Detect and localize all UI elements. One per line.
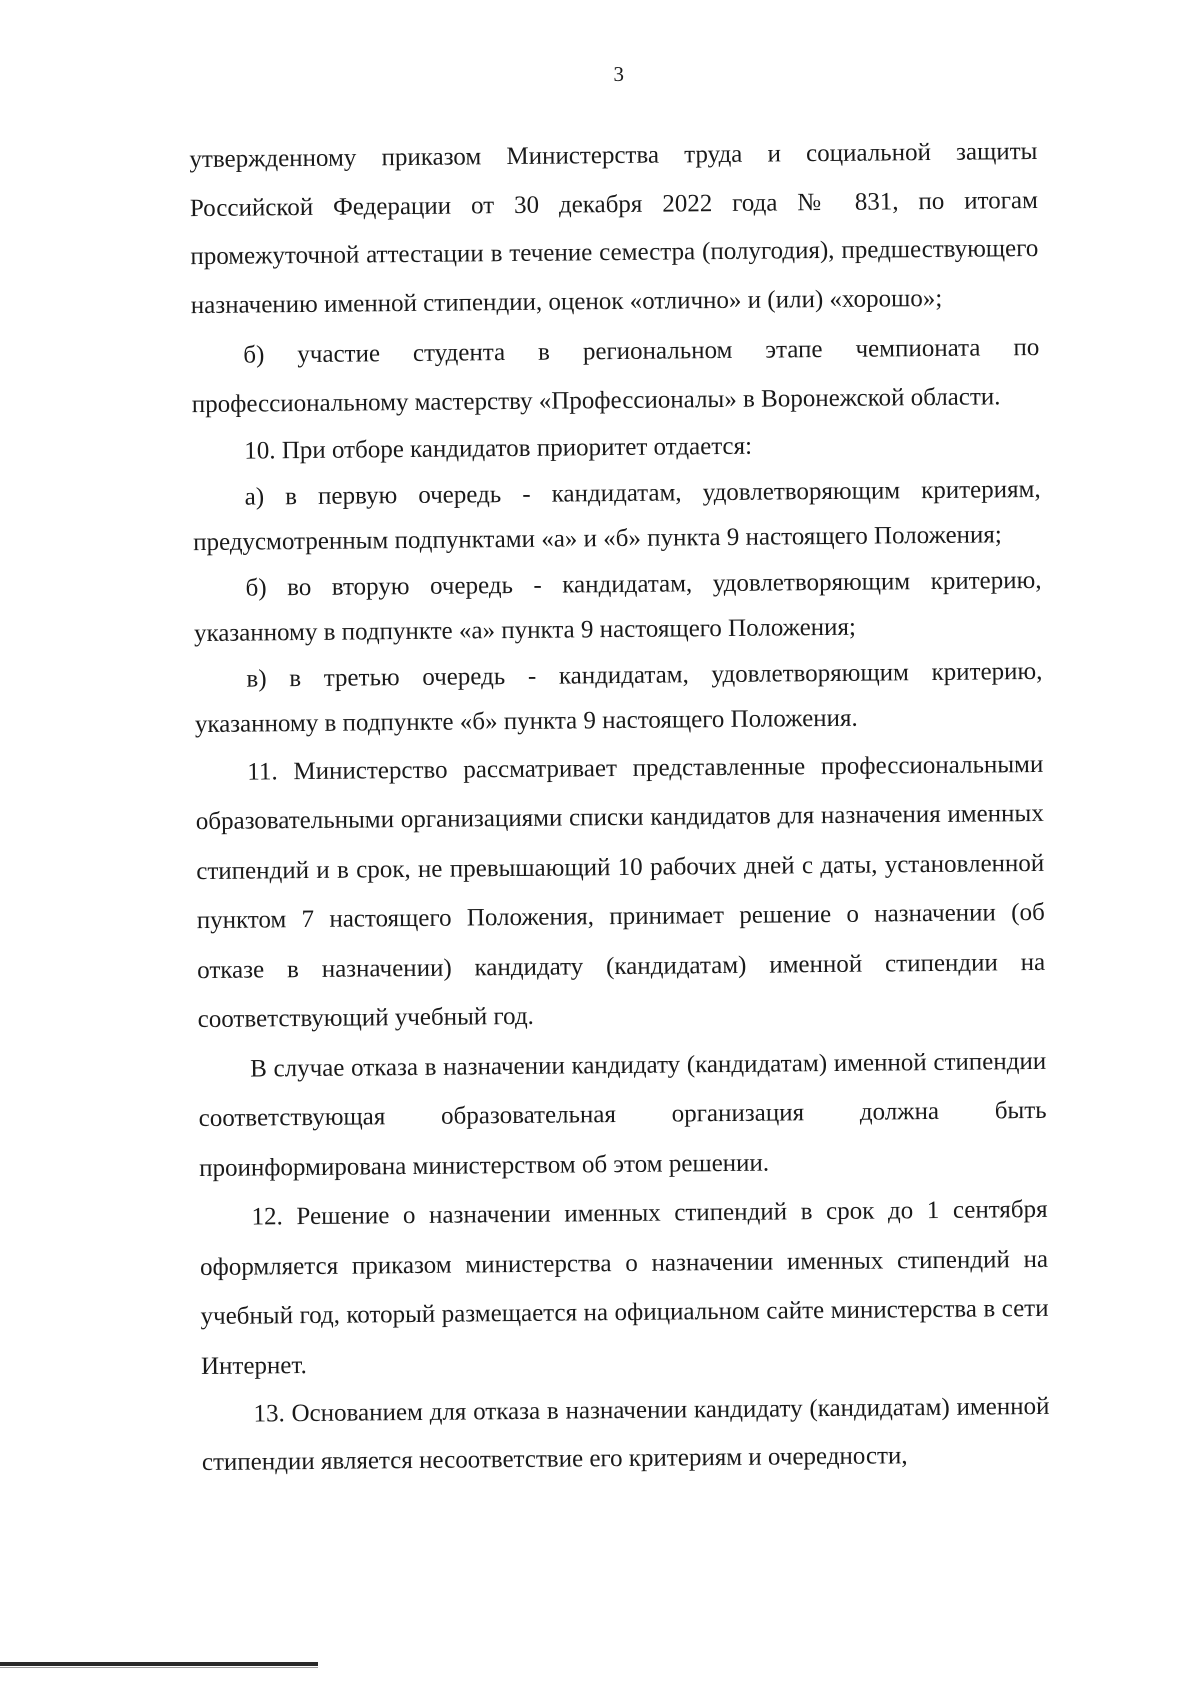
paragraph-10-c: в) в третью очередь - кандидатам, удовлетворяющим критерию, указанному в подпункте «б» пункта 9 настоящего Положения. xyxy=(194,657,1043,739)
paragraph-11-refusal: В случае отказа в назначении кандидату (кандидатам) именной стипендии соответствующая образовательная организация должна быть проинформирована министерством об этом решении. xyxy=(198,1047,1047,1182)
paragraph-10-b: б) во вторую очередь - кандидатам, удовлетворяющим критерию, указанному в подпункте «а» пункта 9 настоящего Положения; xyxy=(193,566,1042,648)
paragraph-10-heading: 10. При отборе кандидатов приоритет отдается: xyxy=(244,432,753,465)
paragraph-11: 11. Министерство рассматривает представленные профессиональными образовательными организациями списки кандидатов для назначения именных стипендий и в срок, не превышающий 10 рабочих дней с даты, установленной пунктом 7 настоящего Положения, принимает решение о назначении (об отказе в назначении) кандидату (кандидатам) именной стипендии на соответствующий учебный год. xyxy=(195,750,1046,1034)
page-number: 3 xyxy=(613,61,625,87)
paragraph-13: 13. Основанием для отказа в назначении кандидату (кандидатам) именной стипендии является несоответствие его критериям и очередности, xyxy=(201,1392,1050,1477)
scan-edge-line-shadow xyxy=(0,1667,318,1668)
paragraph-12: 12. Решение о назначении именных стипендий в срок до 1 сентября оформляется приказом министерства о назначении именных стипендий на учебный год, который размещается на официальном сайте министерства в сети Интернет. xyxy=(199,1195,1049,1380)
paragraph-criteria-continuation: утвержденному приказом Министерства труда и социальной защиты Российской Федерации от 30 декабря 2022 года № 831, по итогам промежуточной аттестации в течение семестра (полугодия), предшествующего назначению именной стипендии, оценок «отлично» и (или) «хорошо»; xyxy=(189,137,1039,319)
document-body xyxy=(189,128,1050,1487)
paragraph-10-a: а) в первую очередь - кандидатам, удовлетворяющим критериям, предусмотренным подпунктами «а» и «б» пункта 9 настоящего Положения; xyxy=(192,475,1041,557)
scan-edge-line xyxy=(0,1662,318,1666)
paragraph-criterion-b: б) участие студента в региональном этапе чемпионата по профессиональному мастерству «Профессионалы» в Воронежской области. xyxy=(191,333,1040,418)
